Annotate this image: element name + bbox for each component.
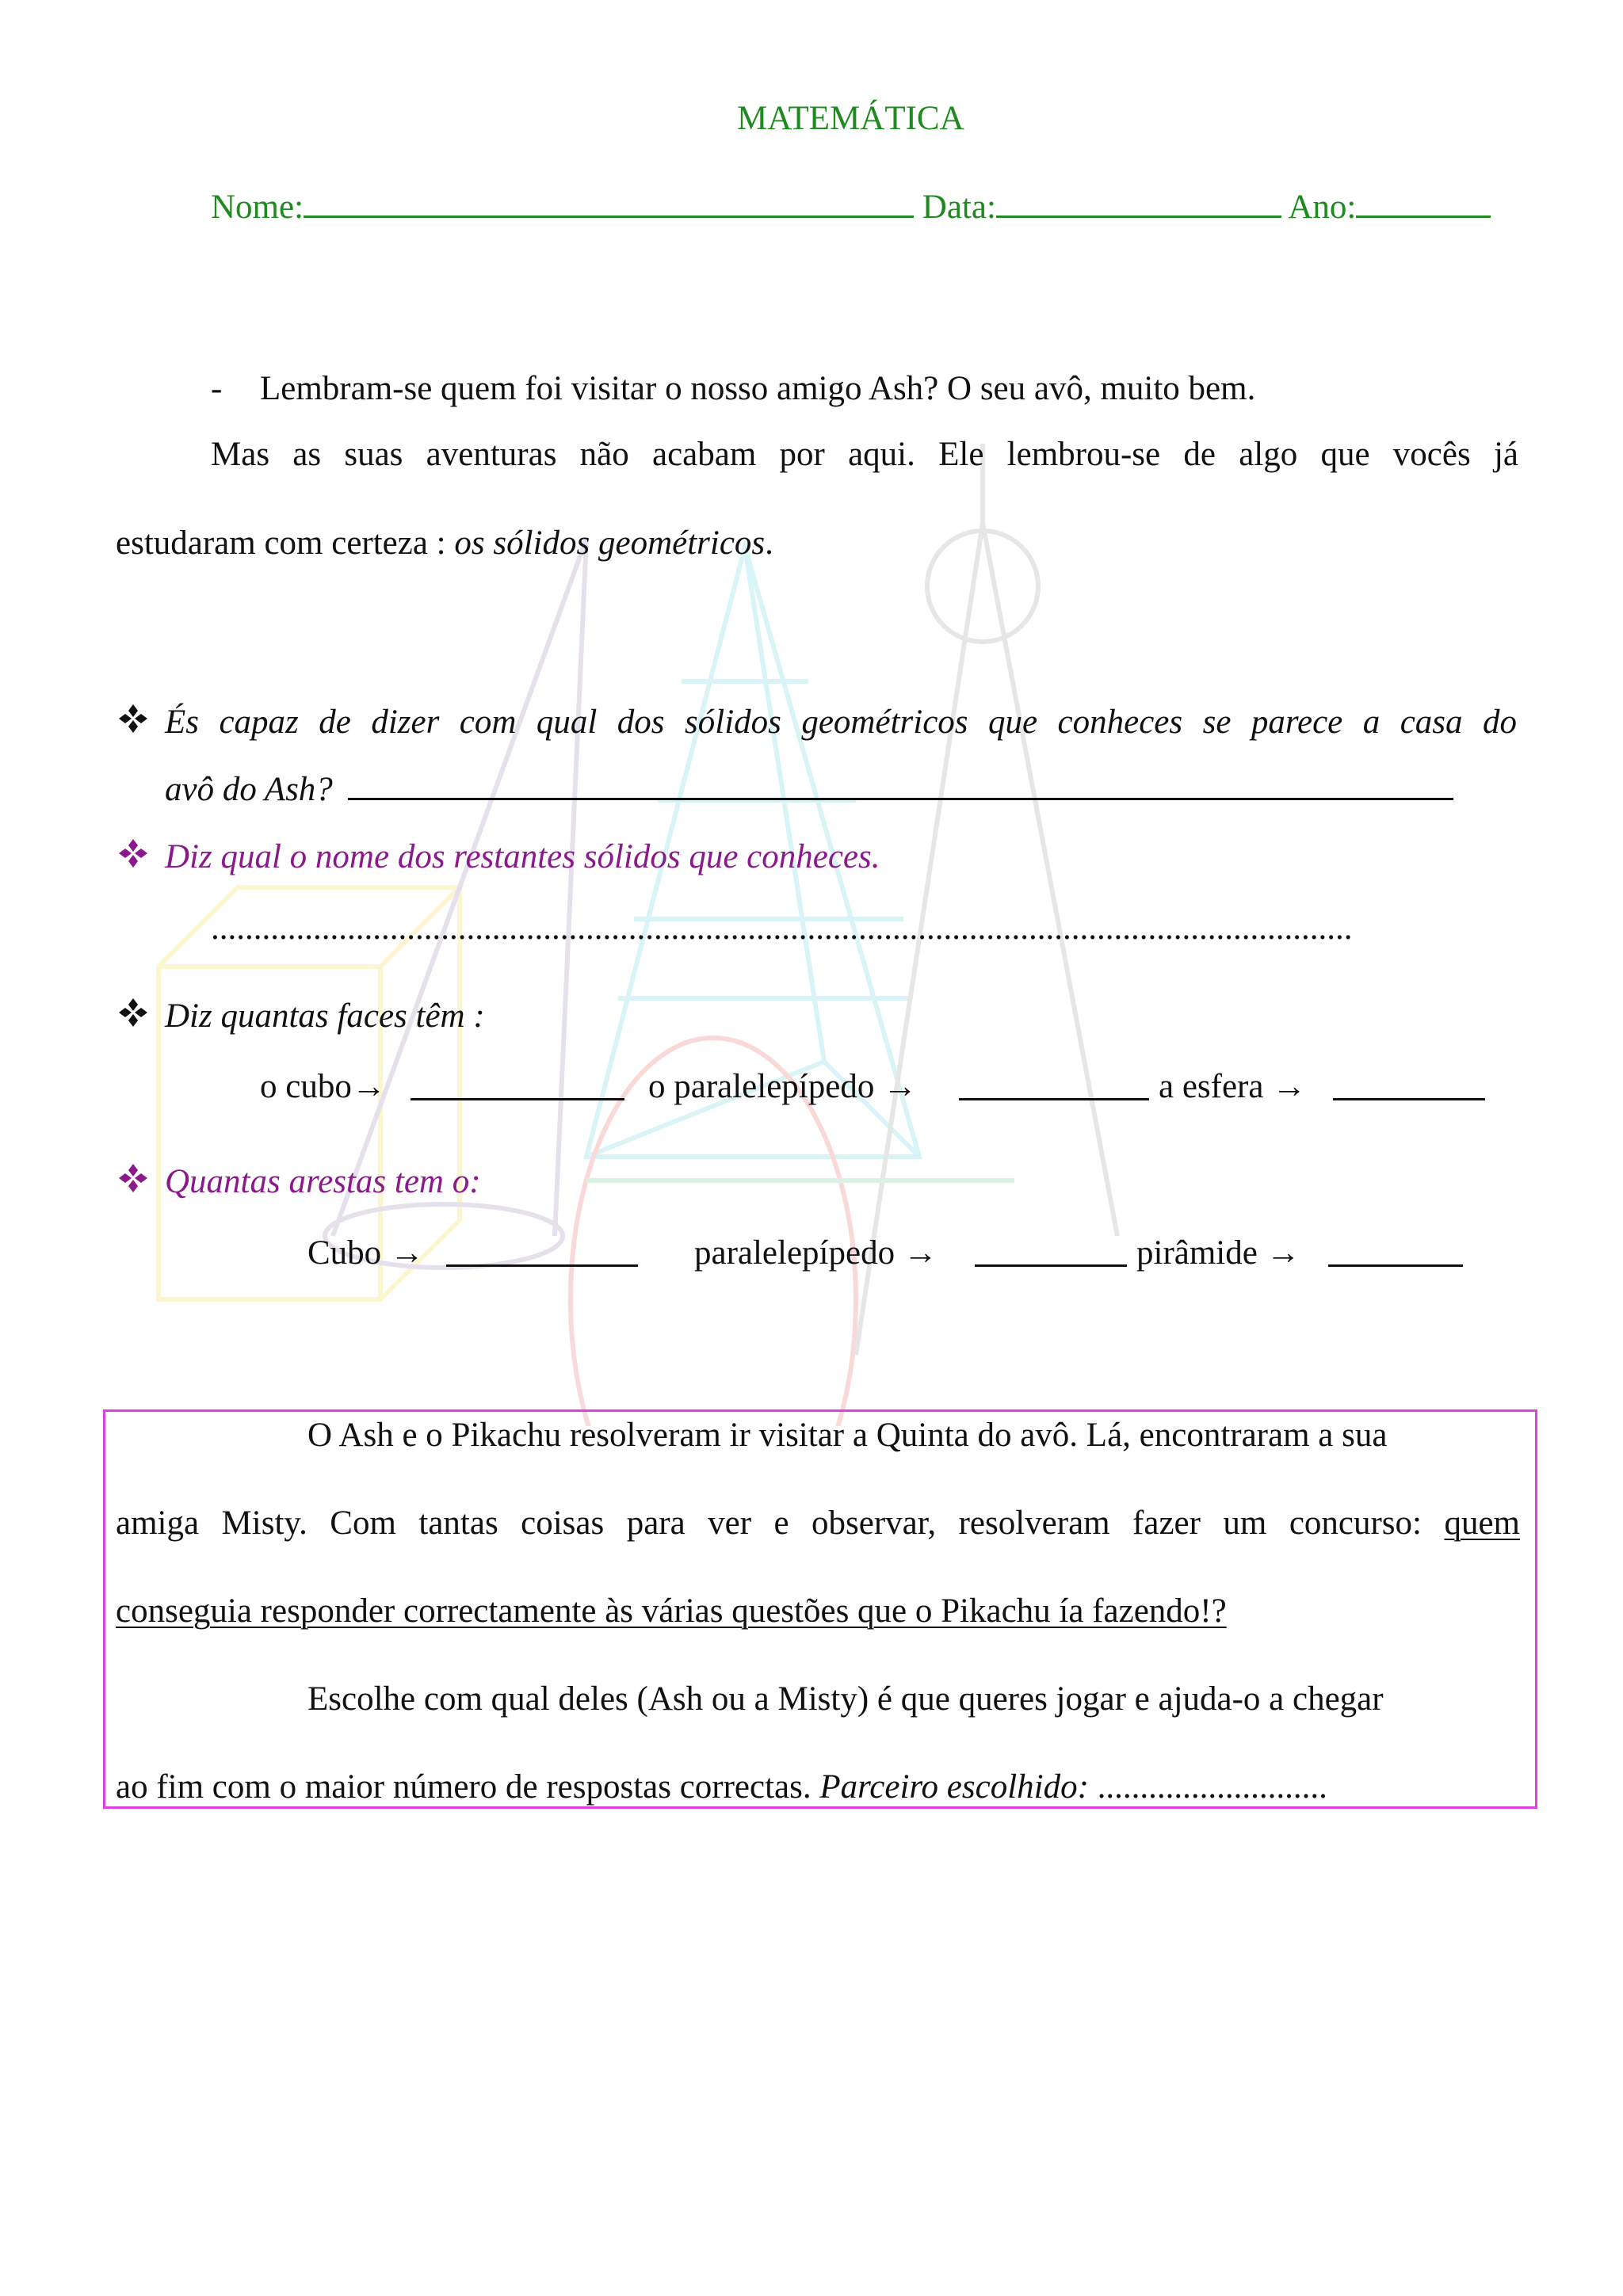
- intro-line-3-text: estudaram com certeza :: [116, 524, 455, 562]
- faces-paralelepipedo-field[interactable]: [959, 1071, 1149, 1100]
- question-2: Diz qual o nome dos restantes sólidos que conheces.: [165, 838, 880, 875]
- faces-paralelepipedo-label: o paralelepípedo: [648, 1068, 875, 1105]
- arestas-paralelepipedo-field[interactable]: [975, 1238, 1127, 1267]
- arestas-cubo-field[interactable]: [446, 1238, 638, 1267]
- parceiro-field[interactable]: ...........................: [1088, 1768, 1327, 1806]
- story-p2-line-1: Escolhe com qual deles (Ash ou a Misty) é que queres jogar e ajuda-o a chegar: [307, 1680, 1384, 1718]
- nome-field[interactable]: [304, 189, 914, 218]
- story-p1-line-1: O Ash e o Pikachu resolveram ir visitar a Quinta do avô. Lá, encontraram a sua: [307, 1417, 1388, 1454]
- faces-esfera-field[interactable]: [1333, 1071, 1485, 1100]
- arestas-paralelepipedo: [694, 1236, 938, 1270]
- question-1-line-2-text: avô do Ash?: [165, 771, 333, 808]
- story-p1-line-2-underlined: quem: [1444, 1505, 1520, 1542]
- parceiro-label: Parceiro escolhido:: [819, 1768, 1089, 1806]
- answer-dots-solidos[interactable]: ......................................................................................................................................: [211, 911, 1353, 945]
- intro-line-3: [116, 526, 773, 560]
- arrow-icon: →: [1266, 1234, 1300, 1272]
- diamond-bullet-icon: [117, 837, 149, 869]
- arestas-cubo: [307, 1236, 424, 1270]
- arrow-icon: →: [389, 1234, 424, 1272]
- story-p1-line-3: conseguia responder correctamente às várias questões que o Pikachu ía fazendo!?: [116, 1592, 1227, 1630]
- question-1-line-1: És capaz de dizer com qual dos sólidos geométricos que conheces se parece a casa do: [165, 704, 1517, 741]
- header-fields: [211, 189, 1491, 224]
- ano-label: Ano:: [1288, 189, 1357, 226]
- arestas-piramide-label: pirâmide: [1136, 1234, 1258, 1272]
- story-p2-line-2-text: ao fim com o maior número de respostas correctas.: [116, 1768, 820, 1806]
- answer-field-casa[interactable]: [348, 771, 1453, 800]
- arrow-icon: →: [1272, 1068, 1307, 1105]
- faces-paralelepipedo: [648, 1070, 917, 1104]
- faces-cubo-field[interactable]: [411, 1071, 624, 1100]
- arestas-paralelepipedo-label: paralelepípedo: [694, 1234, 896, 1272]
- faces-cubo-label: o cubo: [260, 1068, 352, 1105]
- arestas-cubo-label: Cubo: [307, 1234, 382, 1272]
- arrow-icon: →: [351, 1068, 386, 1105]
- arestas-piramide-field[interactable]: [1328, 1238, 1463, 1267]
- question-3: Diz quantas faces têm :: [165, 997, 485, 1035]
- faces-cubo: [260, 1070, 386, 1104]
- question-1-line-2: [165, 771, 1453, 807]
- arestas-piramide: [1136, 1236, 1300, 1270]
- faces-esfera: [1159, 1070, 1306, 1104]
- faces-esfera-label: a esfera: [1159, 1068, 1264, 1105]
- story-p2-line-2: [116, 1770, 1327, 1804]
- nome-label: Nome:: [211, 189, 304, 226]
- diamond-bullet-icon: [117, 703, 149, 734]
- story-p1-line-2-text: amiga Misty. Com tantas coisas para ver e observar, resolveram fazer um concurso:: [116, 1505, 1445, 1542]
- diamond-bullet-icon: [117, 1162, 149, 1194]
- question-4: Quantas arestas tem o:: [165, 1163, 481, 1200]
- intro-dash: -: [211, 370, 223, 407]
- story-p1-line-2: [116, 1506, 1520, 1540]
- data-field[interactable]: [996, 189, 1281, 218]
- intro-line-2: Mas as suas aventuras não acabam por aqui. Ele lembrou-se de algo que vocês já: [211, 436, 1518, 473]
- arrow-icon: →: [883, 1068, 918, 1105]
- arrow-icon: →: [903, 1234, 938, 1272]
- data-label: Data:: [922, 189, 996, 226]
- intro-line-3-italic: os sólidos geométricos: [454, 524, 766, 562]
- ano-field[interactable]: [1356, 189, 1491, 218]
- page-title: MATEMÁTICA: [737, 100, 964, 137]
- intro-line-3-end: .: [765, 524, 773, 562]
- diamond-bullet-icon: [117, 997, 149, 1028]
- intro-line-1: Lembram-se quem foi visitar o nosso amigo Ash? O seu avô, muito bem.: [260, 370, 1256, 407]
